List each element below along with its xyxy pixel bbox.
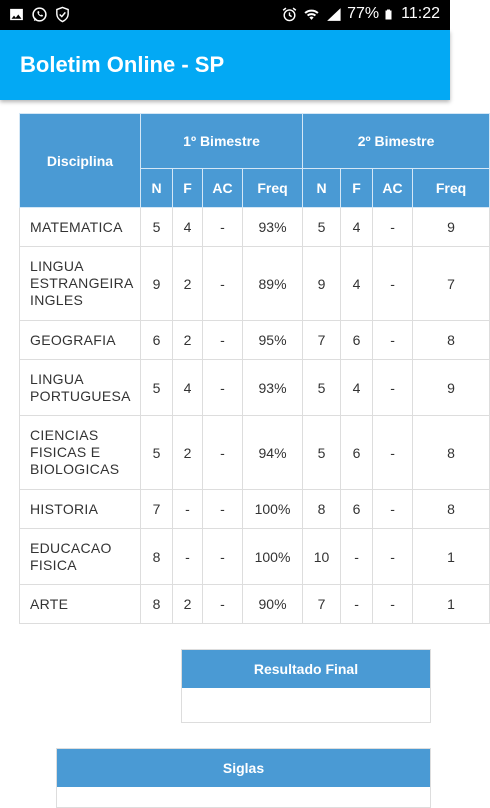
- period-header-1: 1º Bimestre: [141, 114, 303, 169]
- app-bar: [0, 30, 450, 100]
- status-bar: [0, 0, 450, 30]
- grade-cell: 5: [303, 208, 341, 247]
- grade-cell: 6: [141, 321, 173, 360]
- frequency-cell: 1: [413, 585, 490, 624]
- ac-cell: -: [203, 321, 243, 360]
- absence-cell: -: [173, 529, 203, 585]
- absence-cell: 2: [173, 321, 203, 360]
- grade-cell: 5: [141, 208, 173, 247]
- clock: 11:22: [401, 5, 440, 22]
- grade-cell: 5: [303, 360, 341, 416]
- grade-cell: 8: [141, 585, 173, 624]
- whatsapp-icon: [31, 6, 48, 23]
- subcolumn-n: N: [141, 169, 173, 208]
- table-row: [20, 416, 490, 490]
- absence-cell: 4: [341, 360, 373, 416]
- grade-cell: 8: [303, 490, 341, 529]
- siglas-card: [56, 748, 431, 808]
- alarm-icon: [281, 6, 298, 23]
- frequency-cell: 7: [413, 247, 490, 321]
- absence-cell: 4: [341, 208, 373, 247]
- ac-cell: -: [373, 321, 413, 360]
- ac-cell: -: [203, 208, 243, 247]
- table-row: [20, 360, 490, 416]
- ac-cell: -: [373, 208, 413, 247]
- grade-cell: 7: [141, 490, 173, 529]
- absence-cell: 2: [173, 247, 203, 321]
- absence-cell: 4: [341, 247, 373, 321]
- frequency-cell: 9: [413, 360, 490, 416]
- period-header-2: 2º Bimestre: [303, 114, 490, 169]
- frequency-cell: 100%: [243, 490, 303, 529]
- wifi-icon: [303, 6, 320, 23]
- ac-cell: -: [203, 247, 243, 321]
- table-row: [20, 585, 490, 624]
- frequency-cell: 94%: [243, 416, 303, 490]
- table-row: [20, 321, 490, 360]
- grade-cell: 7: [303, 321, 341, 360]
- ac-cell: -: [203, 529, 243, 585]
- frequency-cell: 100%: [243, 529, 303, 585]
- subcolumn-f: F: [341, 169, 373, 208]
- table-row: [20, 529, 490, 585]
- discipline-name: MATEMATICA: [20, 208, 141, 247]
- grade-cell: 8: [141, 529, 173, 585]
- frequency-cell: 89%: [243, 247, 303, 321]
- subcolumn-ac: AC: [373, 169, 413, 208]
- frequency-cell: 1: [413, 529, 490, 585]
- grade-cell: 5: [303, 416, 341, 490]
- notification-icons: [8, 6, 71, 23]
- discipline-name: ARTE: [20, 585, 141, 624]
- grade-cell: 5: [141, 416, 173, 490]
- ac-cell: -: [373, 247, 413, 321]
- battery-icon: [384, 6, 396, 23]
- ac-cell: -: [373, 529, 413, 585]
- subcolumn-f: F: [173, 169, 203, 208]
- frequency-cell: 93%: [243, 208, 303, 247]
- resultado-final-body: [182, 688, 430, 722]
- shield-check-icon: [54, 6, 71, 23]
- grade-cell: 9: [303, 247, 341, 321]
- app-title: Boletim Online - SP: [20, 52, 225, 77]
- frequency-cell: 8: [413, 416, 490, 490]
- image-notification-icon: [8, 6, 25, 23]
- subcolumn-freq: Freq: [413, 169, 490, 208]
- frequency-cell: 95%: [243, 321, 303, 360]
- ac-cell: -: [373, 416, 413, 490]
- absence-cell: 4: [173, 360, 203, 416]
- ac-cell: -: [373, 360, 413, 416]
- siglas-header: Siglas: [57, 749, 430, 787]
- discipline-name: HISTORIA: [20, 490, 141, 529]
- absence-cell: 6: [341, 490, 373, 529]
- absence-cell: -: [341, 585, 373, 624]
- ac-cell: -: [203, 585, 243, 624]
- ac-cell: -: [203, 490, 243, 529]
- discipline-name: CIENCIAS FISICAS E BIOLOGICAS: [20, 416, 141, 490]
- frequency-cell: 8: [413, 490, 490, 529]
- absence-cell: -: [341, 529, 373, 585]
- frequency-cell: 90%: [243, 585, 303, 624]
- ac-cell: -: [373, 490, 413, 529]
- resultado-final-card: [181, 649, 431, 723]
- subcolumn-n: N: [303, 169, 341, 208]
- absence-cell: -: [173, 490, 203, 529]
- ac-cell: -: [203, 416, 243, 490]
- grade-cell: 5: [141, 360, 173, 416]
- discipline-name: GEOGRAFIA: [20, 321, 141, 360]
- discipline-name: EDUCACAO FISICA: [20, 529, 141, 585]
- ac-cell: -: [373, 585, 413, 624]
- resultado-final-header: Resultado Final: [182, 650, 430, 688]
- signal-icon: [325, 6, 342, 23]
- absence-cell: 2: [173, 416, 203, 490]
- battery-percentage: 77%: [347, 5, 380, 22]
- ac-cell: -: [203, 360, 243, 416]
- grade-cell: 7: [303, 585, 341, 624]
- absence-cell: 4: [173, 208, 203, 247]
- grades-table: [19, 113, 490, 624]
- grades-table-scroll[interactable]: [19, 113, 467, 623]
- grade-cell: 9: [141, 247, 173, 321]
- absence-cell: 6: [341, 321, 373, 360]
- absence-cell: 6: [341, 416, 373, 490]
- discipline-name: LINGUA ESTRANGEIRA INGLES: [20, 247, 141, 321]
- table-row: [20, 490, 490, 529]
- table-row: [20, 208, 490, 247]
- discipline-header: Disciplina: [20, 114, 141, 208]
- grade-cell: 10: [303, 529, 341, 585]
- subcolumn-freq: Freq: [243, 169, 303, 208]
- subcolumn-ac: AC: [203, 169, 243, 208]
- discipline-name: LINGUA PORTUGUESA: [20, 360, 141, 416]
- table-row: [20, 247, 490, 321]
- system-status: [281, 5, 440, 23]
- frequency-cell: 8: [413, 321, 490, 360]
- frequency-cell: 93%: [243, 360, 303, 416]
- absence-cell: 2: [173, 585, 203, 624]
- frequency-cell: 9: [413, 208, 490, 247]
